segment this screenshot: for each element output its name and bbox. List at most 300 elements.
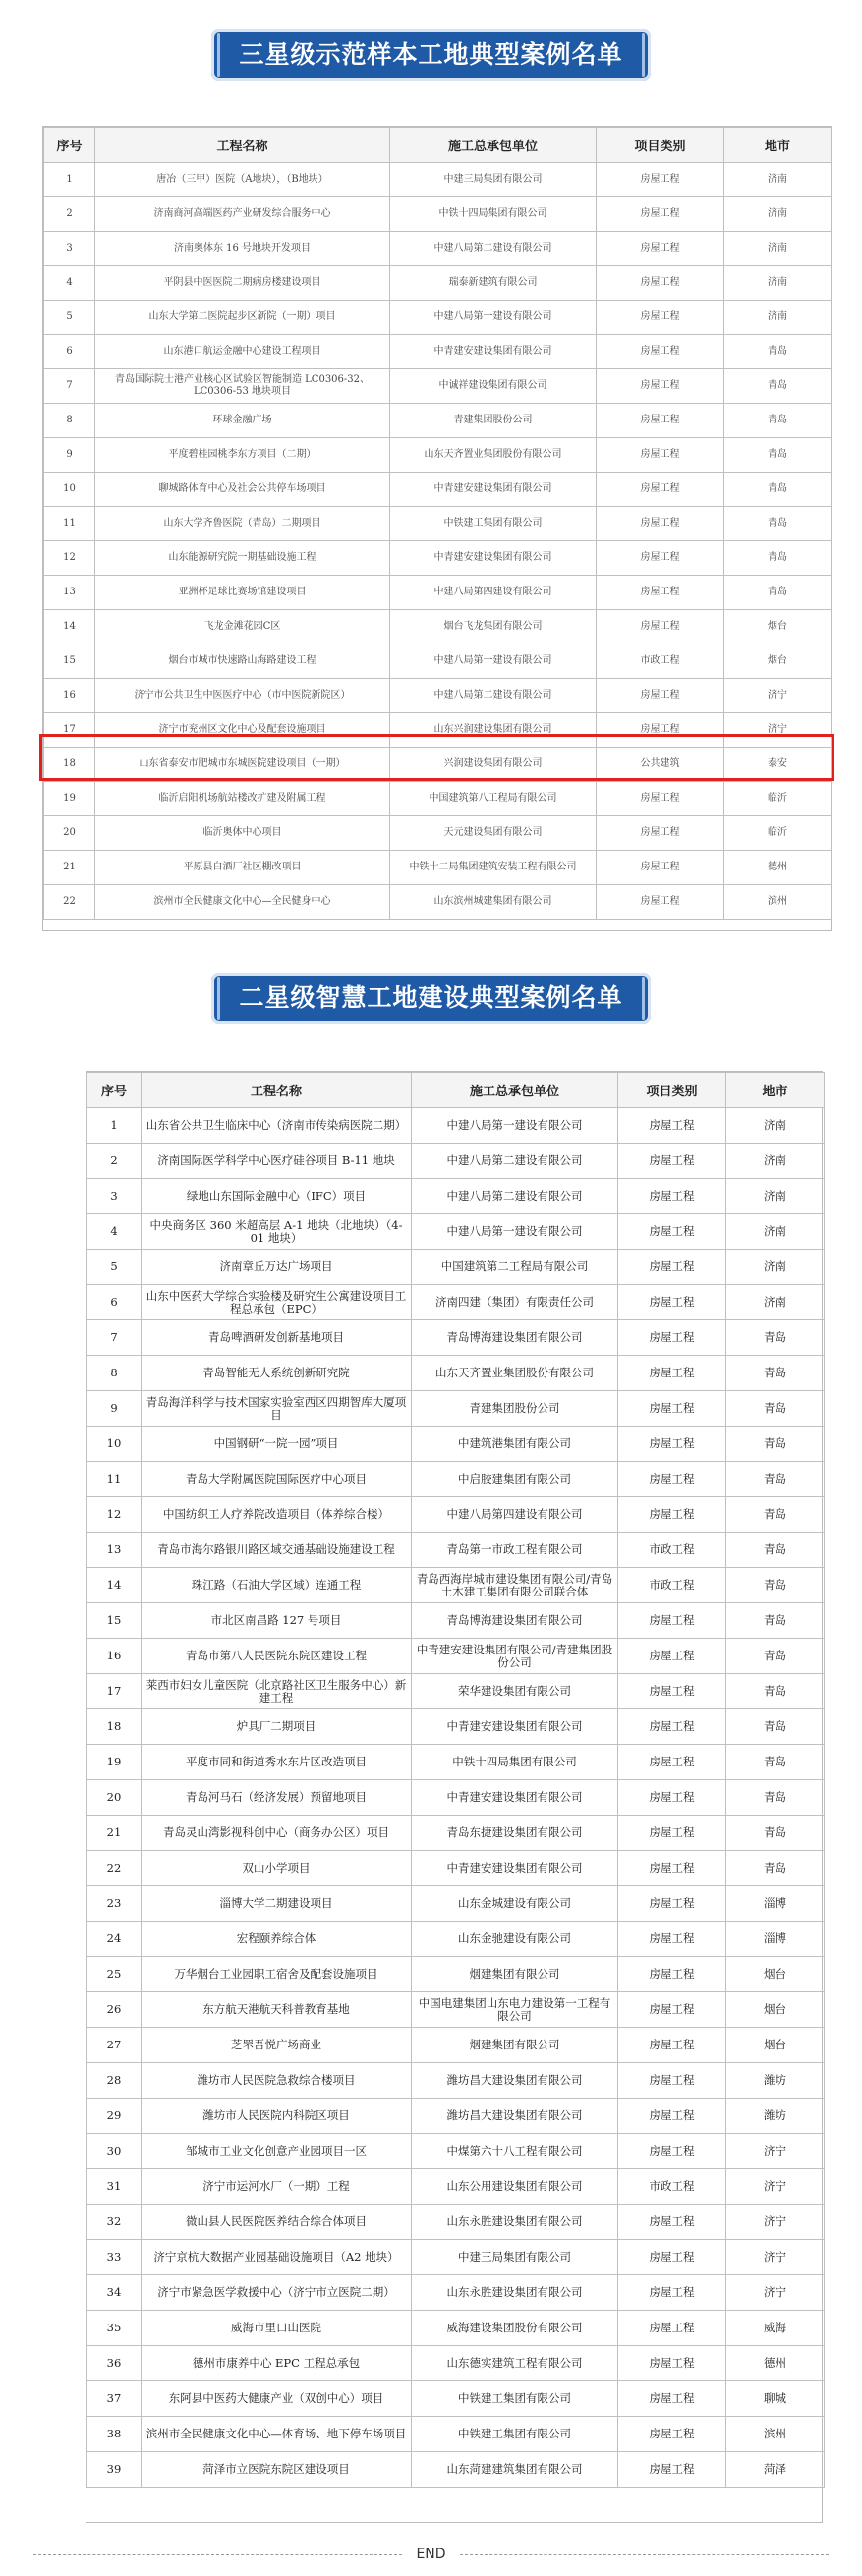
table-row xyxy=(87,1922,825,1957)
table-row xyxy=(44,232,832,266)
table-cell: 济南 xyxy=(726,1214,825,1250)
column-header: 序号 xyxy=(87,1073,142,1108)
table-cell: 济南国际医学科学中心医疗硅谷项目 B-11 地块 xyxy=(142,1144,412,1179)
table-cell: 房屋工程 xyxy=(618,1462,726,1497)
table-cell: 烟台 xyxy=(724,610,832,644)
table-cell: 青岛 xyxy=(726,1674,825,1709)
table-cell: 青岛河马石（经济发展）预留地项目 xyxy=(142,1780,412,1816)
table-cell: 房屋工程 xyxy=(618,1320,726,1356)
table-cell: 房屋工程 xyxy=(618,1639,726,1674)
table-cell: 17 xyxy=(44,713,95,748)
table-cell: 青岛 xyxy=(726,1639,825,1674)
column-header: 项目类别 xyxy=(618,1073,726,1108)
table-cell: 13 xyxy=(87,1533,142,1568)
table-cell: 青岛第一市政工程有限公司 xyxy=(412,1533,618,1568)
table-cell: 中铁十四局集团有限公司 xyxy=(412,1745,618,1780)
table-cell: 17 xyxy=(87,1674,142,1709)
table-cell: 21 xyxy=(44,851,95,885)
table-cell: 中国建筑第二工程局有限公司 xyxy=(412,1250,618,1285)
table-cell: 10 xyxy=(44,473,95,507)
table-cell: 房屋工程 xyxy=(597,197,724,232)
table-cell: 潍坊市人民医院内科院区项目 xyxy=(142,2099,412,2134)
table-cell: 青岛 xyxy=(726,1320,825,1356)
table-row xyxy=(87,1533,825,1568)
table-cell: 中煤第六十八工程有限公司 xyxy=(412,2134,618,2169)
table-cell: 4 xyxy=(44,266,95,301)
table-cell: 山东永胜建设集团有限公司 xyxy=(412,2275,618,2311)
table-cell: 济南 xyxy=(724,197,832,232)
table-cell: 山东金驰建设有限公司 xyxy=(412,1922,618,1957)
table-cell: 济宁 xyxy=(724,679,832,713)
table-row xyxy=(44,369,832,404)
table-row xyxy=(44,713,832,748)
table-cell: 青建集团股份公司 xyxy=(390,404,597,438)
table-cell: 滨州市全民健康文化中心—全民健身中心 xyxy=(95,885,390,920)
table-cell: 房屋工程 xyxy=(597,885,724,920)
table-cell: 芝罘吾悦广场商业 xyxy=(142,2028,412,2063)
table-cell: 青岛智能无人系统创新研究院 xyxy=(142,1356,412,1391)
table-cell: 青岛 xyxy=(726,1356,825,1391)
table-row xyxy=(87,1992,825,2028)
table-cell: 房屋工程 xyxy=(618,1356,726,1391)
table-cell: 德州 xyxy=(724,851,832,885)
table-cell: 济宁 xyxy=(726,2169,825,2205)
table-cell: 淄博 xyxy=(726,1922,825,1957)
table-cell: 房屋工程 xyxy=(618,1816,726,1851)
table-cell: 青岛 xyxy=(724,438,832,473)
table-cell: 飞龙金滩花园C区 xyxy=(95,610,390,644)
table-row xyxy=(87,1179,825,1214)
table-cell: 中建八局第四建设有限公司 xyxy=(412,1497,618,1533)
table-row xyxy=(87,1391,825,1427)
table-row xyxy=(87,2205,825,2240)
table-row xyxy=(87,1674,825,1709)
column-header: 工程名称 xyxy=(142,1073,412,1108)
table-cell: 济宁 xyxy=(726,2205,825,2240)
table-cell: 中建八局第二建设有限公司 xyxy=(412,1179,618,1214)
table-cell: 临沂启阳机场航站楼改扩建及附属工程 xyxy=(95,782,390,816)
table-row xyxy=(87,1320,825,1356)
table-cell: 烟台 xyxy=(724,644,832,679)
section2-header-row xyxy=(87,1073,825,1108)
table-row xyxy=(44,782,832,816)
table-row xyxy=(44,438,832,473)
table-cell: 青岛 xyxy=(724,473,832,507)
table-cell: 青岛啤酒研发创新基地项目 xyxy=(142,1320,412,1356)
table-cell: 青岛 xyxy=(726,1745,825,1780)
table-cell: 青岛市第八人民医院东院区建设工程 xyxy=(142,1639,412,1674)
table-cell: 菏泽市立医院东院区建设项目 xyxy=(142,2452,412,2488)
table-cell: 临沂奥体中心项目 xyxy=(95,816,390,851)
table-cell: 房屋工程 xyxy=(597,851,724,885)
table-cell: 中铁十二局集团建筑安装工程有限公司 xyxy=(390,851,597,885)
table-cell: 青岛博海建设集团有限公司 xyxy=(412,1603,618,1639)
table-cell: 8 xyxy=(87,1356,142,1391)
table-row xyxy=(87,1250,825,1285)
table-cell: 青岛 xyxy=(726,1851,825,1886)
table-cell: 20 xyxy=(44,816,95,851)
table-row xyxy=(44,679,832,713)
table-cell: 烟台 xyxy=(726,1957,825,1992)
table-row xyxy=(87,1709,825,1745)
table-cell: 10 xyxy=(87,1427,142,1462)
table-cell: 青岛灵山湾影视科创中心（商务办公区）项目 xyxy=(142,1816,412,1851)
table-cell: 山东中医药大学综合实验楼及研究生公寓建设项目工程总承包（EPC） xyxy=(142,1285,412,1320)
table-cell: 房屋工程 xyxy=(597,301,724,335)
table-row xyxy=(44,507,832,541)
end-dash-left xyxy=(33,2554,402,2555)
table-cell: 37 xyxy=(87,2381,142,2417)
table-cell: 青建集团股份公司 xyxy=(412,1391,618,1427)
table-cell: 平度市同和街道秀水东片区改造项目 xyxy=(142,1745,412,1780)
table-cell: 平度碧桂园桃李东方项目（二期） xyxy=(95,438,390,473)
table-row xyxy=(44,644,832,679)
table-cell: 济南 xyxy=(726,1144,825,1179)
column-header: 项目类别 xyxy=(597,128,724,163)
table-cell: 房屋工程 xyxy=(597,610,724,644)
table-cell: 33 xyxy=(87,2240,142,2275)
table-cell: 济宁市兖州区文化中心及配套设施项目 xyxy=(95,713,390,748)
table-row xyxy=(87,1851,825,1886)
table-cell: 中铁建工集团有限公司 xyxy=(390,507,597,541)
table-cell: 中青建安建设集团有限公司 xyxy=(412,1780,618,1816)
table-cell: 中诚祥建设集团有限公司 xyxy=(390,369,597,404)
table-row xyxy=(87,2381,825,2417)
table-row xyxy=(87,1427,825,1462)
table-row xyxy=(87,2134,825,2169)
table-cell: 18 xyxy=(44,748,95,782)
table-cell: 2 xyxy=(44,197,95,232)
table-row xyxy=(44,266,832,301)
table-cell: 21 xyxy=(87,1816,142,1851)
table-cell: 济南 xyxy=(724,266,832,301)
table-cell: 11 xyxy=(87,1462,142,1497)
table-cell: 19 xyxy=(87,1745,142,1780)
table-cell: 济南 xyxy=(726,1285,825,1320)
table-cell: 滨州市全民健康文化中心—体育场、地下停车场项目 xyxy=(142,2417,412,2452)
table-cell: 9 xyxy=(87,1391,142,1427)
table-cell: 房屋工程 xyxy=(597,404,724,438)
table-cell: 山东省公共卫生临床中心（济南市传染病医院二期） xyxy=(142,1108,412,1144)
table-cell: 威海 xyxy=(726,2311,825,2346)
table-cell: 青岛 xyxy=(724,541,832,576)
table-cell: 青岛 xyxy=(726,1816,825,1851)
table-row xyxy=(87,1108,825,1144)
table-cell: 15 xyxy=(44,644,95,679)
table-cell: 房屋工程 xyxy=(618,2275,726,2311)
table-cell: 唐冶（三甲）医院（A地块），（B地块） xyxy=(95,163,390,197)
table-cell: 中青建安建设集团有限公司/青建集团股份公司 xyxy=(412,1639,618,1674)
table-cell: 济宁市公共卫生中医医疗中心（市中医院新院区） xyxy=(95,679,390,713)
table-cell: 烟建集团有限公司 xyxy=(412,1957,618,1992)
table-row xyxy=(44,541,832,576)
table-cell: 青岛 xyxy=(724,507,832,541)
table-row xyxy=(87,1957,825,1992)
table-cell: 中国电建集团山东电力建设第一工程有限公司 xyxy=(412,1992,618,2028)
table-cell: 中建八局第二建设有限公司 xyxy=(390,679,597,713)
table-cell: 26 xyxy=(87,1992,142,2028)
table-cell: 中青建安建设集团有限公司 xyxy=(390,473,597,507)
table-cell: 房屋工程 xyxy=(618,2311,726,2346)
table-row xyxy=(87,2028,825,2063)
table-cell: 瑞泰新建筑有限公司 xyxy=(390,266,597,301)
table-cell: 房屋工程 xyxy=(597,507,724,541)
table-cell: 房屋工程 xyxy=(618,1886,726,1922)
table-cell: 房屋工程 xyxy=(618,1144,726,1179)
table-row xyxy=(44,576,832,610)
table-cell: 平阴县中医医院二期病房楼建设项目 xyxy=(95,266,390,301)
table-cell: 青岛 xyxy=(724,404,832,438)
end-dash-right xyxy=(460,2554,829,2555)
table-cell: 39 xyxy=(87,2452,142,2488)
table-row xyxy=(44,301,832,335)
table-row xyxy=(87,1356,825,1391)
table-cell: 青岛东捷建设集团有限公司 xyxy=(412,1816,618,1851)
table-row xyxy=(87,2275,825,2311)
table-cell: 东方航天港航天科普教育基地 xyxy=(142,1992,412,2028)
table-cell: 济南章丘万达广场项目 xyxy=(142,1250,412,1285)
table-cell: 30 xyxy=(87,2134,142,2169)
table-cell: 济宁 xyxy=(726,2240,825,2275)
table-cell: 房屋工程 xyxy=(618,2205,726,2240)
column-header: 序号 xyxy=(44,128,95,163)
table-cell: 25 xyxy=(87,1957,142,1992)
table-cell: 房屋工程 xyxy=(618,1709,726,1745)
table-cell: 中建八局第二建设有限公司 xyxy=(412,1144,618,1179)
table-cell: 房屋工程 xyxy=(597,369,724,404)
table-cell: 房屋工程 xyxy=(597,266,724,301)
table-cell: 济南 xyxy=(724,301,832,335)
table-cell: 3 xyxy=(44,232,95,266)
table-cell: 菏泽 xyxy=(726,2452,825,2488)
table-cell: 济南四建（集团）有限责任公司 xyxy=(412,1285,618,1320)
table-cell: 9 xyxy=(44,438,95,473)
section2-table xyxy=(86,1072,825,2488)
section1-table-box xyxy=(42,126,832,931)
table-cell: 环球金融广场 xyxy=(95,404,390,438)
table-cell: 炉具厂二期项目 xyxy=(142,1709,412,1745)
column-header: 施工总承包单位 xyxy=(390,128,597,163)
table-cell: 东阿县中医药大健康产业（双创中心）项目 xyxy=(142,2381,412,2417)
table-cell: 中国建筑第八工程局有限公司 xyxy=(390,782,597,816)
table-cell: 2 xyxy=(87,1144,142,1179)
table-cell: 宏程颐养综合体 xyxy=(142,1922,412,1957)
table-cell: 中建八局第四建设有限公司 xyxy=(390,576,597,610)
table-cell: 房屋工程 xyxy=(597,816,724,851)
table-row xyxy=(87,2169,825,2205)
table-cell: 3 xyxy=(87,1179,142,1214)
table-row xyxy=(87,1214,825,1250)
table-cell: 青岛博海建设集团有限公司 xyxy=(412,1320,618,1356)
table-cell: 济宁市运河水厂（一期）工程 xyxy=(142,2169,412,2205)
table-cell: 28 xyxy=(87,2063,142,2099)
table-cell: 青岛国际院士港产业核心区试验区智能制造 LC0306-32、LC0306-53 地块项目 xyxy=(95,369,390,404)
table-cell: 济南 xyxy=(726,1179,825,1214)
section1-title: 三星级示范样本工地典型案例名单 xyxy=(211,29,650,81)
table-cell: 中青建安建设集团有限公司 xyxy=(390,541,597,576)
table-cell: 1 xyxy=(44,163,95,197)
table-cell: 济宁市紧急医学救援中心（济宁市立医院二期） xyxy=(142,2275,412,2311)
table-row xyxy=(87,2099,825,2134)
table-cell: 29 xyxy=(87,2099,142,2134)
table-cell: 房屋工程 xyxy=(618,2134,726,2169)
table-cell: 6 xyxy=(44,335,95,369)
table-cell: 7 xyxy=(44,369,95,404)
table-cell: 房屋工程 xyxy=(597,782,724,816)
table-cell: 房屋工程 xyxy=(618,1427,726,1462)
table-cell: 济南奥体东 16 号地块开发项目 xyxy=(95,232,390,266)
table-cell: 山东省泰安市肥城市东城医院建设项目（一期） xyxy=(95,748,390,782)
table-cell: 山东永胜建设集团有限公司 xyxy=(412,2205,618,2240)
table-row xyxy=(87,1285,825,1320)
table-cell: 滨州 xyxy=(726,2417,825,2452)
section2-banner-wrap xyxy=(0,973,862,1024)
table-cell: 青岛 xyxy=(724,369,832,404)
table-cell: 市政工程 xyxy=(618,2169,726,2205)
table-cell: 房屋工程 xyxy=(618,2240,726,2275)
table-cell: 临沂 xyxy=(724,782,832,816)
table-cell: 山东德实建筑工程有限公司 xyxy=(412,2346,618,2381)
table-row xyxy=(44,163,832,197)
table-cell: 中青建安建设集团有限公司 xyxy=(390,335,597,369)
table-cell: 中建八局第二建设有限公司 xyxy=(390,232,597,266)
table-cell: 济南 xyxy=(724,232,832,266)
table-row xyxy=(44,748,832,782)
table-cell: 中铁十四局集团有限公司 xyxy=(390,197,597,232)
table-cell: 房屋工程 xyxy=(618,1745,726,1780)
table-cell: 房屋工程 xyxy=(597,163,724,197)
table-cell: 市政工程 xyxy=(597,644,724,679)
table-cell: 山东金城建设有限公司 xyxy=(412,1886,618,1922)
table-cell: 13 xyxy=(44,576,95,610)
table-cell: 中建八局第一建设有限公司 xyxy=(412,1108,618,1144)
table-cell: 烟台飞龙集团有限公司 xyxy=(390,610,597,644)
table-cell: 房屋工程 xyxy=(618,2028,726,2063)
table-cell: 青岛 xyxy=(726,1462,825,1497)
table-cell: 12 xyxy=(44,541,95,576)
table-cell: 中国纺织工人疗养院改造项目（体养综合楼） xyxy=(142,1497,412,1533)
table-row xyxy=(44,197,832,232)
table-cell: 房屋工程 xyxy=(597,232,724,266)
table-cell: 房屋工程 xyxy=(618,1780,726,1816)
table-cell: 35 xyxy=(87,2311,142,2346)
table-row xyxy=(87,2417,825,2452)
table-cell: 11 xyxy=(44,507,95,541)
table-cell: 房屋工程 xyxy=(618,1674,726,1709)
table-cell: 房屋工程 xyxy=(618,1285,726,1320)
section2-title: 二星级智慧工地建设典型案例名单 xyxy=(211,973,650,1024)
table-cell: 27 xyxy=(87,2028,142,2063)
table-cell: 淄博大学二期建设项目 xyxy=(142,1886,412,1922)
table-cell: 房屋工程 xyxy=(597,713,724,748)
table-cell: 18 xyxy=(87,1709,142,1745)
table-row xyxy=(87,2346,825,2381)
table-cell: 烟台 xyxy=(726,2028,825,2063)
table-cell: 山东菏建建筑集团有限公司 xyxy=(412,2452,618,2488)
table-cell: 山东能源研究院一期基础设施工程 xyxy=(95,541,390,576)
table-cell: 房屋工程 xyxy=(597,335,724,369)
table-row xyxy=(87,1639,825,1674)
table-row xyxy=(87,2452,825,2488)
table-cell: 中建三局集团有限公司 xyxy=(390,163,597,197)
table-cell: 房屋工程 xyxy=(597,473,724,507)
table-row xyxy=(44,404,832,438)
table-row xyxy=(87,1568,825,1603)
table-cell: 济宁 xyxy=(726,2275,825,2311)
table-cell: 烟台 xyxy=(726,1992,825,2028)
table-cell: 泰安 xyxy=(724,748,832,782)
table-cell: 潍坊昌大建设集团有限公司 xyxy=(412,2063,618,2099)
table-cell: 青岛 xyxy=(726,1603,825,1639)
table-row xyxy=(87,1497,825,1533)
table-cell: 14 xyxy=(44,610,95,644)
table-cell: 青岛 xyxy=(726,1497,825,1533)
table-cell: 公共建筑 xyxy=(597,748,724,782)
table-cell: 中建八局第一建设有限公司 xyxy=(412,1214,618,1250)
table-cell: 双山小学项目 xyxy=(142,1851,412,1886)
table-cell: 房屋工程 xyxy=(618,1851,726,1886)
table-cell: 山东天齐置业集团股份有限公司 xyxy=(390,438,597,473)
table-cell: 7 xyxy=(87,1320,142,1356)
table-cell: 15 xyxy=(87,1603,142,1639)
column-header: 工程名称 xyxy=(95,128,390,163)
table-cell: 房屋工程 xyxy=(618,2063,726,2099)
table-cell: 市北区南昌路 127 号项目 xyxy=(142,1603,412,1639)
table-row xyxy=(87,2063,825,2099)
table-cell: 中铁建工集团有限公司 xyxy=(412,2381,618,2417)
table-cell: 23 xyxy=(87,1886,142,1922)
table-cell: 市政工程 xyxy=(618,1568,726,1603)
table-cell: 4 xyxy=(87,1214,142,1250)
table-row xyxy=(87,1745,825,1780)
table-cell: 山东港口航运金融中心建设工程项目 xyxy=(95,335,390,369)
table-cell: 威海市里口山医院 xyxy=(142,2311,412,2346)
table-cell: 潍坊昌大建设集团有限公司 xyxy=(412,2099,618,2134)
table-cell: 中青建安建设集团有限公司 xyxy=(412,1851,618,1886)
table-cell: 青岛 xyxy=(726,1427,825,1462)
end-marker xyxy=(20,2543,842,2566)
table-cell: 房屋工程 xyxy=(618,1214,726,1250)
table-cell: 房屋工程 xyxy=(618,1922,726,1957)
table-cell: 中建筑港集团有限公司 xyxy=(412,1427,618,1462)
table-cell: 房屋工程 xyxy=(597,576,724,610)
table-cell: 24 xyxy=(87,1922,142,1957)
table-cell: 微山县人民医院医养结合综合体项目 xyxy=(142,2205,412,2240)
table-cell: 5 xyxy=(87,1250,142,1285)
table-row xyxy=(87,2240,825,2275)
table-row xyxy=(44,335,832,369)
table-cell: 房屋工程 xyxy=(618,2417,726,2452)
table-cell: 青岛 xyxy=(724,576,832,610)
table-cell: 青岛 xyxy=(726,1780,825,1816)
column-header: 地市 xyxy=(726,1073,825,1108)
table-cell: 淄博 xyxy=(726,1886,825,1922)
table-cell: 德州 xyxy=(726,2346,825,2381)
table-cell: 房屋工程 xyxy=(618,2452,726,2488)
column-header: 地市 xyxy=(724,128,832,163)
table-cell: 威海建设集团股份有限公司 xyxy=(412,2311,618,2346)
table-cell: 市政工程 xyxy=(618,1533,726,1568)
table-cell: 济宁 xyxy=(724,713,832,748)
table-cell: 房屋工程 xyxy=(597,438,724,473)
table-cell: 5 xyxy=(44,301,95,335)
table-cell: 16 xyxy=(87,1639,142,1674)
table-cell: 济南 xyxy=(724,163,832,197)
table-cell: 房屋工程 xyxy=(618,1179,726,1214)
table-cell: 济宁京杭大数据产业园基础设施项目（A2 地块） xyxy=(142,2240,412,2275)
table-cell: 14 xyxy=(87,1568,142,1603)
table-cell: 烟建集团有限公司 xyxy=(412,2028,618,2063)
